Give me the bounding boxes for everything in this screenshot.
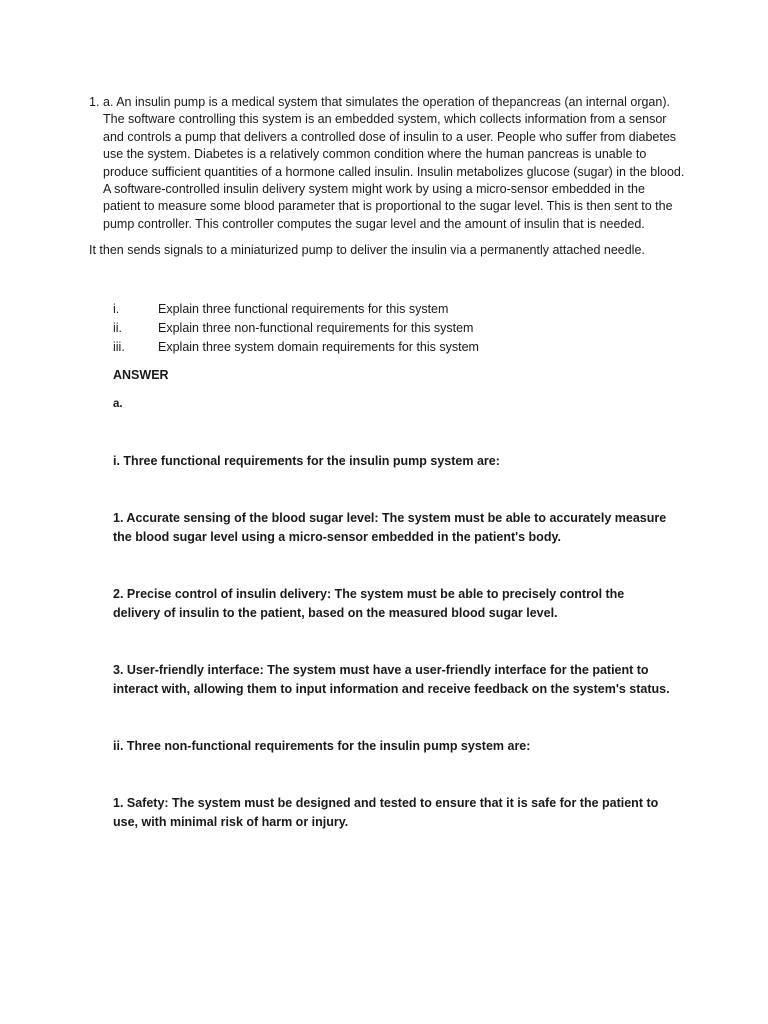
sub-question-number: i. bbox=[113, 301, 120, 316]
sub-question-item bbox=[113, 319, 673, 338]
sub-question-text: Explain three system domain requirements for this system bbox=[158, 339, 479, 354]
question-continuation: It then sends signals to a miniaturized pump to deliver the insulin via a permanently attached needle. bbox=[89, 243, 645, 258]
functional-item: 1. Accurate sensing of the blood sugar level: The system must be able to accurately measure the blood sugar level using a micro-sensor embedded in the patient's body. bbox=[113, 510, 667, 544]
sub-question-number: iii. bbox=[113, 339, 125, 354]
sub-question-item bbox=[113, 338, 673, 357]
sub-question-text: Explain three functional requirements for this system bbox=[158, 301, 449, 316]
sub-question-text: Explain three non-functional requirements for this system bbox=[158, 320, 474, 335]
functional-heading: i. Three functional requirements for the insulin pump system are: bbox=[113, 453, 500, 468]
question-block bbox=[89, 94, 689, 233]
question-text: a. An insulin pump is a medical system that simulates the operation of thepancreas (an internal organ). The software controlling this system is an embedded system, which collects information from a sensor and controls a pump that delivers a controlled dose of insulin to a user. People who suffer from diabetes use the system. Diabetes is a relatively common condition where the human pancreas is unable to produce sufficient quantities of a hormone called insulin. Insulin metabolizes glucose (sugar) in the blood. A software-controlled insulin delivery system might work by using a micro-sensor embedded in the patient to measure some blood parameter that is proportional to the sugar level. This is then sent to the pump controller. This controller computes the sugar level and the amount of insulin that is needed. bbox=[103, 95, 685, 231]
sub-question-item bbox=[113, 300, 673, 319]
functional-item: 3. User-friendly interface: The system must have a user-friendly interface for the patient to interact with, allowing them to input information and receive feedback on the system's status. bbox=[113, 662, 670, 696]
nonfunctional-item: 1. Safety: The system must be designed and tested to ensure that it is safe for the patient to use, with minimal risk of harm or injury. bbox=[113, 795, 659, 829]
answer-part-label: a. bbox=[113, 397, 123, 410]
nonfunctional-heading: ii. Three non-functional requirements for the insulin pump system are: bbox=[113, 738, 531, 753]
answer-label: ANSWER bbox=[113, 367, 169, 382]
question-number: 1. bbox=[89, 95, 100, 109]
sub-question-number: ii. bbox=[113, 320, 123, 335]
sub-question-list bbox=[113, 300, 673, 357]
answer-section bbox=[113, 366, 673, 832]
functional-item: 2. Precise control of insulin delivery: The system must be able to precisely control the delivery of insulin to the patient, based on the measured blood sugar level. bbox=[113, 586, 625, 620]
